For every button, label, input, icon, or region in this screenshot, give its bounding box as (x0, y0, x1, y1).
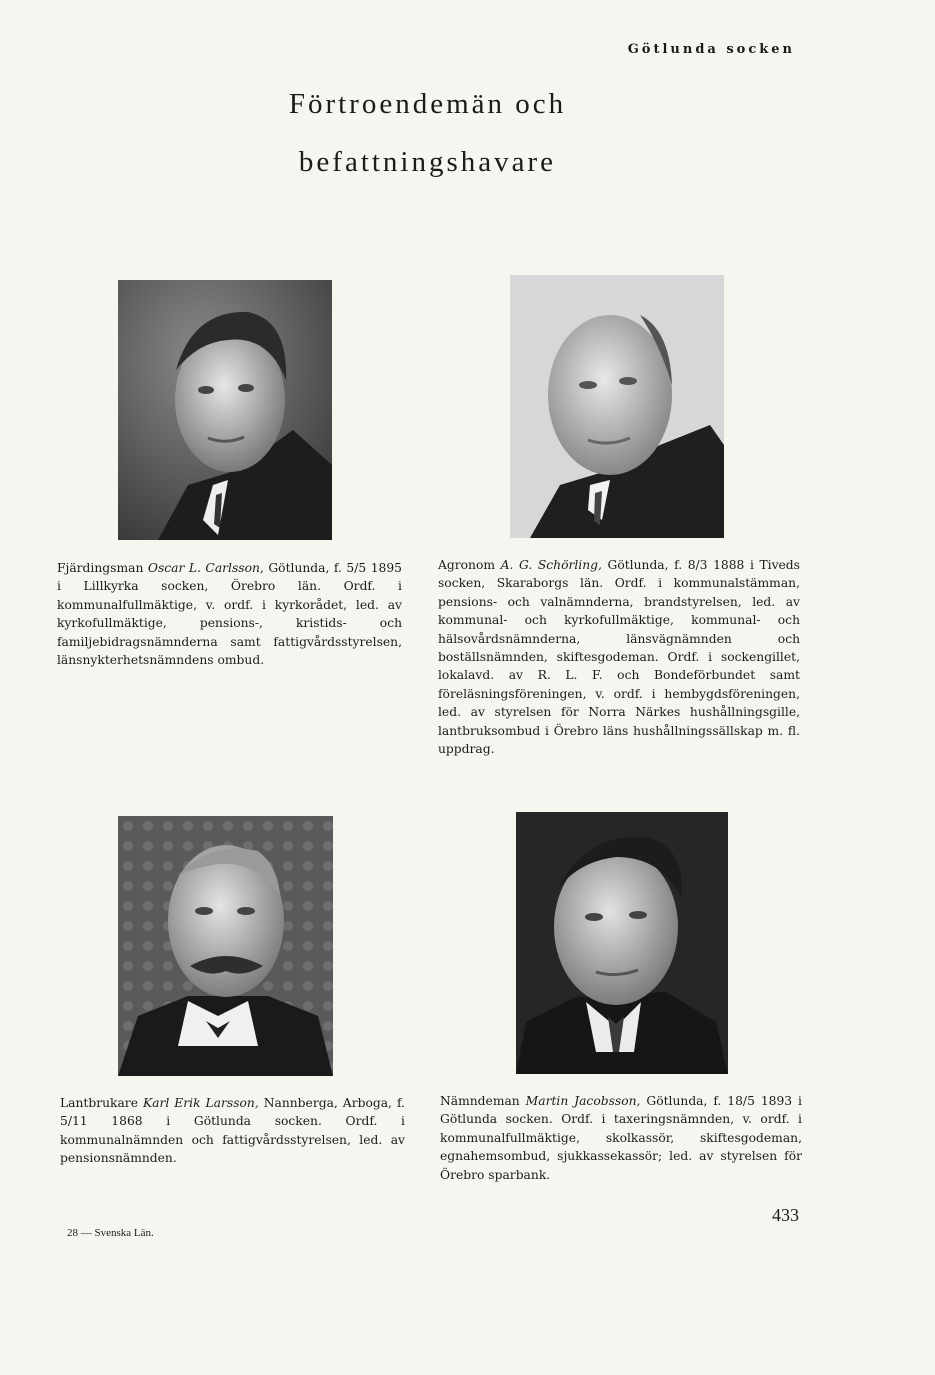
caption-2 (438, 556, 800, 758)
running-head: Götlunda socken (627, 42, 795, 57)
caption-text: Götlunda, f. 18/5 1893 i Götlunda socken. Ordf. i taxeringsnämnden, v. ordf. i kommunalfullmäktige, skolkassör, skiftesgodeman, egnahemsombud, sjukkassekassör; led. av styrelsen för Örebro sparbank. (440, 1094, 802, 1182)
caption-role: Nämndeman (440, 1094, 520, 1108)
caption-name: A. G. Schörling, (500, 558, 602, 572)
caption-role: Lantbrukare (60, 1096, 138, 1110)
caption-name: Martin Jacobsson, (525, 1094, 641, 1108)
caption-text: Nannberga, Arboga, f. 5/11 1868 i Götlunda socken. Ordf. i kommunalnämnden och fattigvårdsstyrelsen, led. av pensionsnämnden. (60, 1096, 405, 1166)
caption-text: Götlunda, f. 8/3 1888 i Tiveds socken, Skaraborgs län. Ordf. i kommunalstämman, pensions- och valnämnderna, brandstyrelsen, led. av kommunal- och kyrkofullmäktige, kommunal- och hälsovårdsnämnderna, länsvägnämnden och boställsnämnden, skiftesgodeman. Ordf. i sockengillet, lokalavd. av R. L. F. och Bondeförbundet samt föreläsningsföreningen, v. ordf. i hembygdsföreningen, led. av styrelsen för Norra Närkes hushållningsgille, lantbruksombud i Örebro läns hushållningssällskap m. fl. uppdrag. (438, 558, 800, 757)
caption-text: Götlunda, f. 5/5 1895 i Lillkyrka socken, Örebro län. Ordf. i kommunalfullmäktige, v. ordf. i kyrkorådet, led. av kyrkofullmäktige, pensions-, kristids- och familjebidragsnämnderna samt fattigvårdsstyrelsen, länsnykterhetsnämndens ombud. (57, 561, 402, 668)
caption-3 (60, 1094, 405, 1168)
caption-role: Fjärdingsman (57, 561, 144, 575)
caption-role: Agronom (438, 558, 496, 572)
footer-note: 28 — Svenska Län. (67, 1227, 154, 1239)
caption-name: Oscar L. Carlsson, (147, 561, 264, 575)
portrait-photo-1 (118, 280, 332, 540)
page-number: 433 (772, 1205, 799, 1225)
caption-name: Karl Erik Larsson, (142, 1096, 259, 1110)
portrait-photo-2 (510, 275, 724, 538)
page-title-line-1: Förtroendemän och (288, 88, 567, 120)
portrait-photo-3 (118, 816, 333, 1076)
page-title-line-2: befattningshavare (298, 146, 557, 178)
portrait-photo-4 (516, 812, 728, 1074)
caption-4 (440, 1092, 802, 1184)
caption-1 (57, 559, 402, 669)
